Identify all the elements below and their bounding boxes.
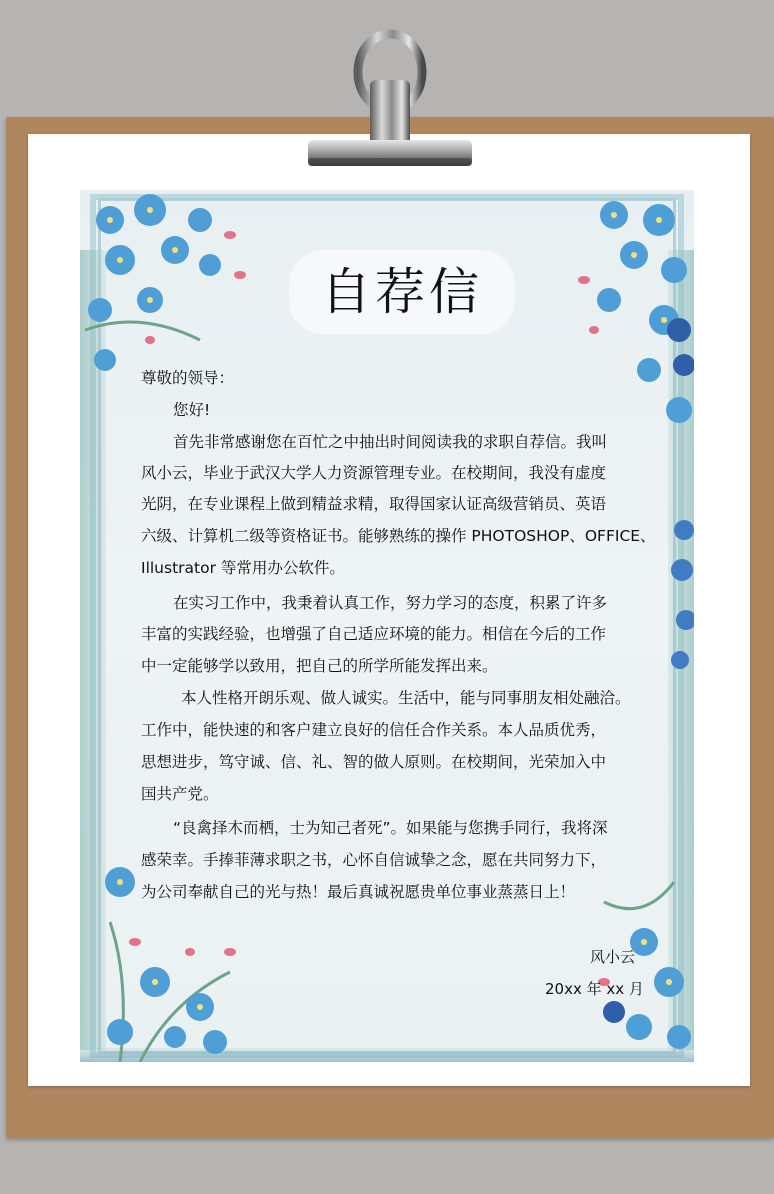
salutation: 尊敬的领导： — [141, 369, 235, 387]
body-line: “良禽择木而栖，士为知己者死”。如果能与您携手同行，我将深 — [173, 819, 608, 837]
body-line: 国共产党。 — [141, 785, 219, 803]
flower-cluster-top-left-icon — [80, 190, 250, 380]
body-line: Illustrator 等常用办公软件。 — [141, 559, 345, 577]
flower-cluster-top-right-icon — [564, 190, 694, 450]
body-line: 丰富的实践经验，也增强了自己适应环境的能力。相信在今后的工作 — [141, 625, 607, 643]
body-line: 思想进步，笃守诚、信、礼、智的做人原则。在校期间，光荣加入中 — [141, 753, 607, 771]
letter-date: 20xx 年 xx 月 — [545, 980, 644, 998]
flower-cluster-right-middle-icon — [654, 490, 694, 690]
body-line: 工作中，能快速的和客户建立良好的信任合作关系。本人品质优秀， — [141, 721, 607, 739]
binder-clip-icon — [300, 20, 480, 180]
body-line: 本人性格开朗乐观、做人诚实。生活中，能与同事朋友相处融洽。 — [181, 689, 631, 707]
body-line: 在实习工作中，我秉着认真工作，努力学习的态度，积累了许多 — [173, 594, 608, 612]
body-line: 中一定能够学以致用，把自己的所学所能发挥出来。 — [141, 657, 498, 675]
greeting: 您好! — [173, 401, 211, 419]
body-line: 为公司奉献自己的光与热！最后真诚祝愿贵单位事业蒸蒸日上！ — [141, 883, 576, 901]
body-line: 六级、计算机二级等资格证书。能够熟练的操作 PHOTOSHOP、OFFICE、 — [141, 527, 656, 545]
signature: 风小云 — [590, 948, 636, 966]
letter-title: 自荐信 — [321, 263, 483, 321]
body-line: 光阴，在专业课程上做到精益求精，取得国家认证高级营销员、英语 — [141, 495, 607, 513]
body-line: 风小云，毕业于武汉大学人力资源管理专业。在校期间，我没有虚度 — [141, 464, 607, 482]
body-line: 首先非常感谢您在百忙之中抽出时间阅读我的求职自荐信。我叫 — [173, 433, 608, 451]
body-line: 感荣幸。手捧菲薄求职之书，心怀自信诚挚之念，愿在共同努力下， — [141, 851, 607, 869]
